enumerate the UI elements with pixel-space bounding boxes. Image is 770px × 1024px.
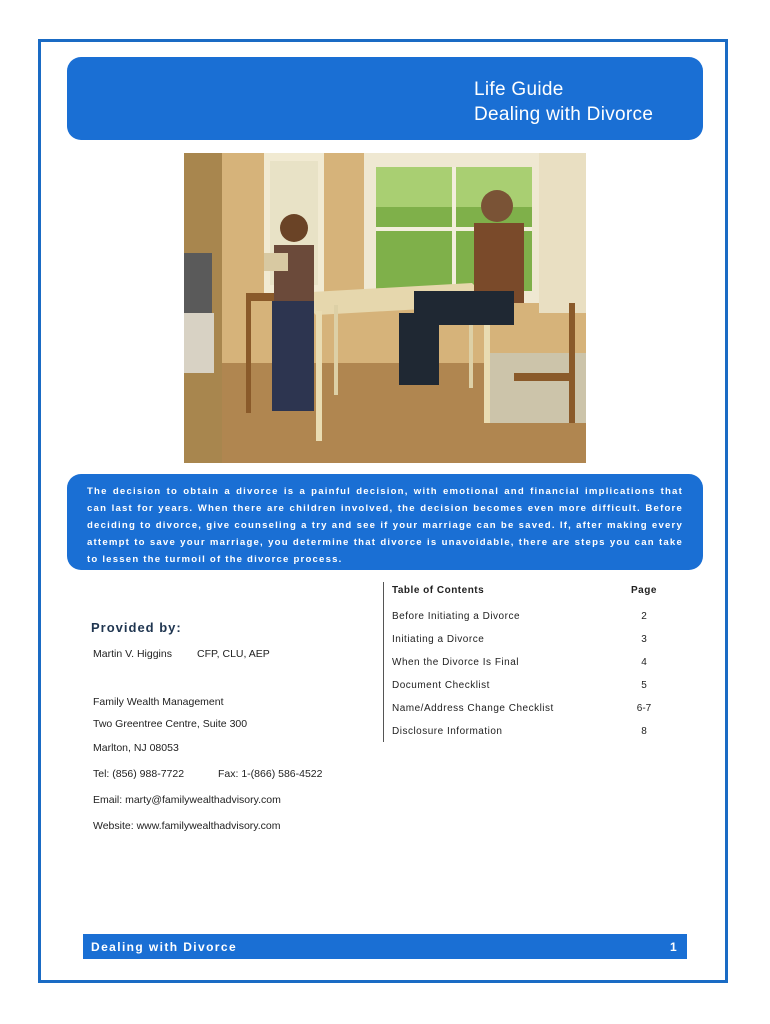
provider-company: Family Wealth Management bbox=[93, 696, 224, 708]
title-line-2: Dealing with Divorce bbox=[474, 104, 654, 125]
toc-item-page: 5 bbox=[641, 680, 647, 691]
provider-email[interactable]: Email: marty@familywealthadvisory.com bbox=[93, 794, 281, 806]
toc-item-label[interactable]: Name/Address Change Checklist bbox=[392, 703, 554, 714]
toc-heading: Table of Contents bbox=[392, 585, 485, 596]
intro-text: The decision to obtain a divorce is a painful decision, with emotional and financial implications that can last for years. When there are children involved, the decision becomes even more difficult. Before deciding to divorce, give counseling a try and see if your marriage can be saved. If, after making every attempt to save your marriage, you determine that divorce is unavoidable, there are steps you can take to lessen the turmoil of the divorce process. bbox=[87, 486, 683, 565]
provider-tel: Tel: (856) 988-7722 bbox=[93, 768, 185, 780]
provided-by-heading: Provided by: bbox=[91, 620, 182, 635]
intro-panel bbox=[67, 474, 703, 570]
toc-divider bbox=[383, 582, 384, 742]
provider-address-1: Two Greentree Centre, Suite 300 bbox=[93, 718, 248, 730]
provider-website[interactable]: Website: www.familywealthadvisory.com bbox=[93, 820, 281, 832]
provider-name: Martin V. Higgins bbox=[93, 648, 172, 660]
toc-item-page: 2 bbox=[641, 611, 647, 622]
toc-item-label[interactable]: Document Checklist bbox=[392, 680, 490, 691]
cover-photo bbox=[184, 153, 586, 463]
toc-item-label[interactable]: Disclosure Information bbox=[392, 726, 503, 737]
toc-item-page: 6-7 bbox=[636, 703, 652, 714]
toc-item-label[interactable]: When the Divorce Is Final bbox=[392, 657, 519, 668]
provider-address-2: Marlton, NJ 08053 bbox=[93, 742, 179, 754]
provider-fax: Fax: 1-(866) 586-4522 bbox=[218, 768, 323, 780]
title-line-1: Life Guide bbox=[474, 79, 564, 100]
toc-item-page: 8 bbox=[641, 726, 647, 737]
toc-item-page: 3 bbox=[641, 634, 647, 645]
toc-item-label[interactable]: Initiating a Divorce bbox=[392, 634, 485, 645]
title-banner bbox=[67, 57, 703, 140]
footer-title: Dealing with Divorce bbox=[91, 940, 238, 954]
toc-page-heading: Page bbox=[631, 585, 657, 596]
toc-item-page: 4 bbox=[641, 657, 647, 668]
footer-page-number: 1 bbox=[670, 940, 677, 954]
toc-item-label[interactable]: Before Initiating a Divorce bbox=[392, 611, 521, 622]
provider-credentials: CFP, CLU, AEP bbox=[197, 648, 270, 660]
